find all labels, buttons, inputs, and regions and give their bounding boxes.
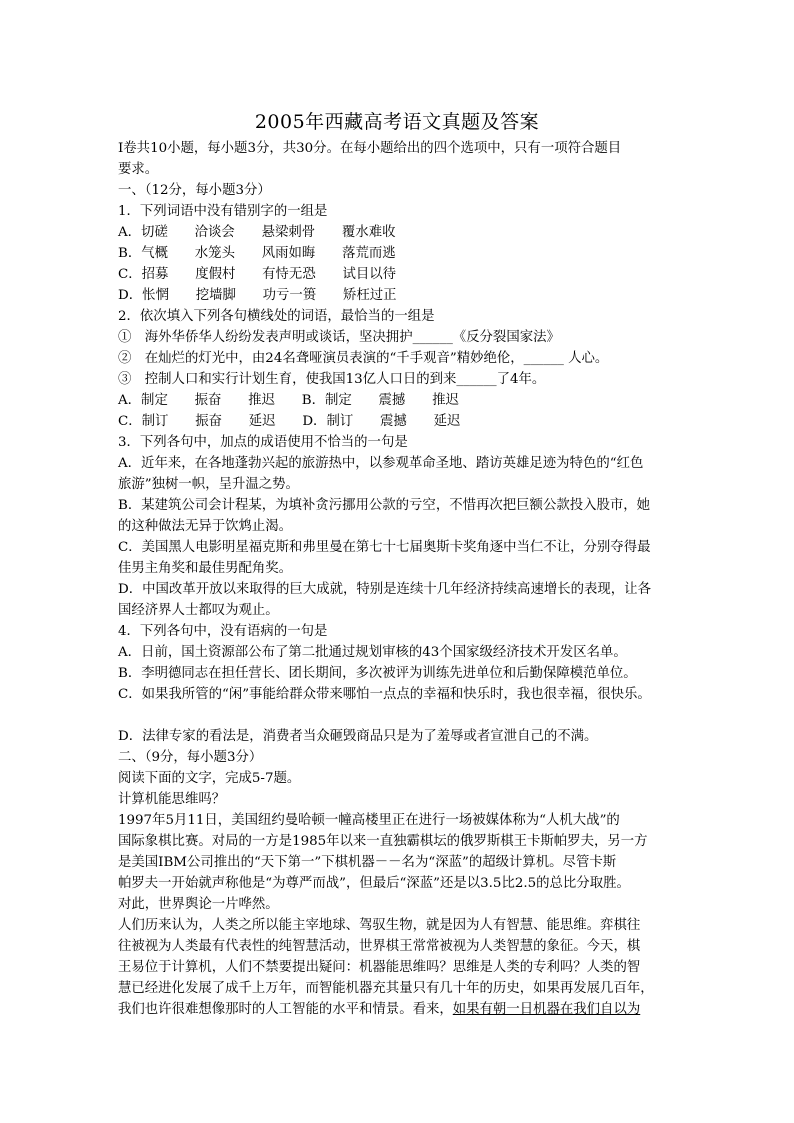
question-stem: 2．依次填入下列各句横线处的词语，最恰当的一组是 bbox=[118, 309, 435, 324]
question-line: 旅游”独树一帜，呈升温之势。 bbox=[118, 477, 299, 492]
question-line: 国经济界人士都叹为观止。 bbox=[118, 603, 279, 618]
question-item: ③ 控制人口和实行计划生育，使我国13亿人口日的到来______了4年。 bbox=[118, 372, 546, 387]
passage-line: 帕罗夫一开始就声称他是“为尊严而战”，但最后“深蓝”还是以3.5比2.5的总比分取胜。 bbox=[118, 876, 630, 891]
passage-line: 往被视为人类最有代表性的纯智慧活动，世界棋王常常被视为人类智慧的象征。今天，棋 bbox=[118, 939, 641, 954]
underlined-passage-text: 如果有朝一日机器在我们自以为 bbox=[452, 1002, 641, 1017]
passage-line: 慧已经进化发展了成千上万年，而智能机器充其量只有几十年的历史，如果再发展几百年， bbox=[118, 981, 654, 996]
question-line: D．法律专家的看法是，消费者当众砸毁商品只是为了羞辱或者宣泄自己的不满。 bbox=[118, 729, 598, 744]
section-heading: 一、（12分，每小题3分） bbox=[118, 183, 271, 198]
question-line: D．中国改革开放以来取得的巨大成就，特别是连续十几年经济持续高速增长的表现，让各 bbox=[118, 582, 651, 597]
passage-line: 王易位于计算机，人们不禁要提出疑问：机器能思维吗？思维是人类的专利吗？人类的智 bbox=[118, 960, 641, 975]
passage-line: 1997年5月11日，美国纽约曼哈顿一幢高楼里正在进行一场被媒体称为“人机大战”的 bbox=[118, 813, 620, 828]
question-option: C．招募 度假村 有恃无恐 试目以待 bbox=[118, 267, 397, 282]
question-line: A．近年来，在各地蓬勃兴起的旅游热中，以参观革命圣地、踏访英雄足迹为特色的“红色 bbox=[118, 456, 644, 471]
intro-line: Ⅰ卷共10小题，每小题3分，共30分。在每小题给出的四个选项中，只有一项符合题目 bbox=[118, 141, 622, 156]
question-option: B．气概 水笼头 风雨如晦 落荒而逃 bbox=[118, 246, 396, 261]
question-option: A．切磋 洽谈会 悬梁刺骨 覆水难收 bbox=[118, 225, 396, 240]
question-line: A．日前，国土资源部公布了第二批通过规划审核的43个国家级经济技术开发区名单。 bbox=[118, 645, 627, 660]
section-instruction: 阅读下面的文字，完成5-7题。 bbox=[118, 771, 301, 786]
question-option: C．制订 振奋 延迟 D．制订 震撼 延迟 bbox=[118, 414, 461, 429]
question-line: C．美国黑人电影明星福克斯和弗里曼在第七十七届奥斯卡奖角逐中当仁不让，分别夺得最 bbox=[118, 540, 651, 555]
passage-line: 国际象棋比赛。对局的一方是1985年以来一直独霸棋坛的俄罗斯棋王卡斯帕罗夫，另一方 bbox=[118, 834, 648, 849]
question-line: 佳男主角奖和最佳男配角奖。 bbox=[118, 561, 293, 576]
question-option: A．制定 振奋 推迟 B．制定 震撼 推迟 bbox=[118, 393, 459, 408]
passage-line: 是美国IBM公司推出的“天下第一”下棋机器－－名为“深蓝”的超级计算机。尽管卡斯 bbox=[118, 855, 617, 870]
question-stem: 1．下列词语中没有错别字的一组是 bbox=[118, 204, 328, 219]
passage-line: 人们历来认为，人类之所以能主宰地球、驾驭生物，就是因为人有智慧、能思维。弈棋往 bbox=[118, 918, 641, 933]
question-item: ① 海外华侨华人纷纷发表声明或谈话，坚决拥护______《反分裂国家法》 bbox=[118, 330, 560, 345]
question-item: ② 在灿烂的灯光中，由24名聋哑演员表演的“千手观音”精妙绝伦，______ 人心。 bbox=[118, 351, 609, 366]
section-heading: 二、（9分，每小题3分） bbox=[118, 750, 263, 765]
question-line: B．某建筑公司会计程某，为填补贪污挪用公款的亏空，不惜再次把巨额公款投入股市，她 bbox=[118, 498, 651, 513]
passage-line: 对此，世界舆论一片哗然。 bbox=[118, 897, 279, 912]
question-option: D．怅惘 挖墙脚 功亏一篑 矫枉过正 bbox=[118, 288, 397, 303]
question-line: C．如果我所管的“闲”事能给群众带来哪怕一点点的幸福和快乐时，我也很幸福，很快乐。 bbox=[118, 687, 651, 702]
intro-line: 要求。 bbox=[118, 162, 159, 177]
passage-text: 我们也许很难想像那时的人工智能的水平和情景。看来， bbox=[118, 1002, 453, 1017]
question-line: B．李明德同志在担任营长、团长期间，多次被评为训练先进单位和后勤保障模范单位。 bbox=[118, 666, 637, 681]
question-stem: 4．下列各句中，没有语病的一句是 bbox=[118, 624, 328, 639]
passage-line bbox=[118, 1000, 640, 1021]
passage-title: 计算机能思维吗？ bbox=[118, 792, 226, 807]
page-title: 2005年西藏高考语文真题及答案 bbox=[254, 111, 540, 133]
question-stem: 3．下列各句中，加点的成语使用不恰当的一句是 bbox=[118, 435, 408, 450]
question-line: 的这种做法无异于饮鸩止渴。 bbox=[118, 519, 293, 534]
